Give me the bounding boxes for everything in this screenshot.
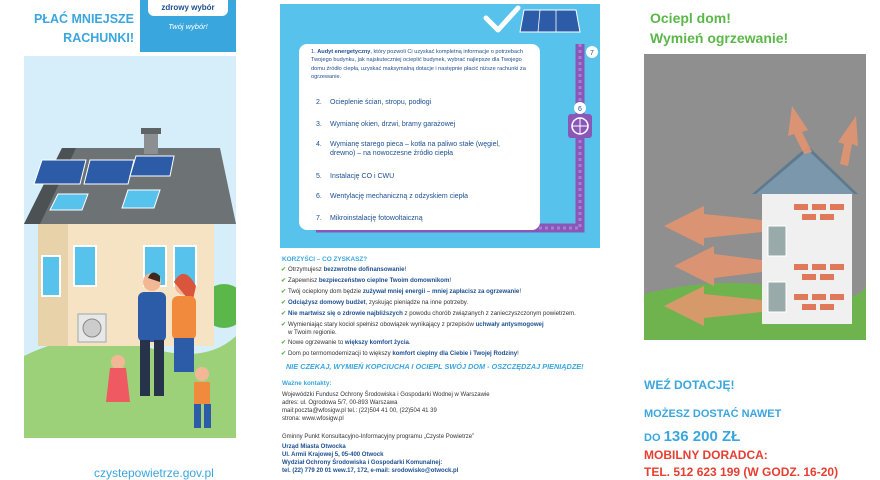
callout-banner: NIE CZEKAJ, WYMIEŃ KOPCIUCHA I OCIEPL SWÓJ DOM - OSZCZĘDZAJ PIENIĄDZE!	[286, 362, 584, 371]
benefits-title: KORZYŚCI – CO ZYSKASZ?	[282, 256, 368, 263]
audit-intro-number: 1.	[311, 49, 316, 55]
checkmark-icon: ✔	[281, 288, 287, 295]
grant-amount	[644, 428, 740, 445]
benefit-item: ✔ Twój ocieplony dom będzie zużywał mniej energii – mniej zapłacisz za ogrzewanie!	[281, 288, 522, 295]
amount-value: 136 200 ZŁ	[663, 428, 741, 445]
slogan	[34, 10, 134, 48]
audit-intro-text: , który pozwoli Ci uzyskać kompletną informacje o potrzebach Twojego budynku, jak najskuteczniej ocieplić budynek, wybrać najlepsze dla Twojego domu źródło ciepła, uzyskać maksymalną dotacje i następnie płacić niższe rachunki za ogrzewanie.	[311, 49, 526, 80]
middle-panel	[262, 0, 618, 480]
gmina-contact[interactable]: tel. (22) 779 20 01 wew.17, 172, e-mail: srodowisko@otwock.pl	[282, 468, 459, 474]
website-url[interactable]: czystepowietrze.gov.pl	[94, 466, 214, 480]
right-panel	[638, 0, 880, 480]
amount-prefix: DO	[644, 432, 664, 444]
checkmark-icon: ✔	[281, 350, 287, 357]
gmina-office: Urząd Miasta Otwocka	[282, 444, 346, 450]
step-4	[316, 140, 526, 158]
step-text: Instalację CO i CWU	[330, 173, 395, 180]
benefit-item: ✔ Dom po termomodernizacji to większy komfort cieplny dla Ciebie i Twojej Rodziny!	[281, 350, 519, 357]
checkmark-icon	[486, 8, 518, 30]
step-number: 4.	[316, 141, 322, 148]
step-text: Wentylację mechaniczną z odzyskiem ciepła	[330, 193, 468, 200]
step-2	[316, 98, 432, 107]
program-badge	[140, 0, 236, 52]
headline	[650, 8, 788, 48]
step-number: 5.	[316, 173, 322, 180]
contact-line: Wojewódzki Fundusz Ochrony Środowiska i Gospodarki Wodnej w Warszawie	[282, 392, 490, 398]
slogan-line-2: RACHUNKI!	[63, 31, 134, 45]
audit-intro	[311, 48, 537, 81]
headline-line-2: Wymień ogrzewanie!	[650, 30, 789, 46]
badge-subtitle: Twój wybór!	[168, 22, 208, 31]
audit-intro-bold: Audyt energetyczny	[317, 49, 371, 55]
contacts-title: Ważne kontakty:	[282, 380, 332, 387]
can-gain-text: MOŻESZ DOSTAĆ NAWET	[644, 408, 782, 420]
checkmark-icon: ✔	[281, 277, 287, 284]
insulated-house-illustration	[644, 54, 866, 340]
step-6	[316, 192, 468, 201]
solar-panel-icon	[520, 10, 580, 32]
step-text: Wymianę starego pieca – kotła na paliwo stałe (węgiel, drewno) – na nowoczesne źródło ciepła	[330, 141, 500, 157]
contact-line: adres: ul. Ogrodowa 5/7, 00-893 Warszawa	[282, 400, 398, 406]
contact-line[interactable]: strona: www.wfosigw.pl	[282, 416, 344, 422]
benefit-item: ✔ Otrzymujesz bezzwrotne dofinansowanie!	[281, 266, 407, 273]
benefit-item: ✔ Zapewnisz bezpieczeństwo cieplne Twoim domownikom!	[281, 277, 452, 284]
checkmark-icon: ✔	[281, 310, 287, 317]
slogan-line-1: PŁAĆ MNIEJSZE	[34, 12, 135, 26]
diagram-marker-6: 6	[578, 106, 582, 113]
step-number: 3.	[316, 121, 322, 128]
diagram-marker-7: 7	[590, 50, 594, 57]
step-text: Ocieplenie ścian, stropu, podłogi	[330, 99, 432, 106]
benefit-item: ✔ Nie martwisz się o zdrowie najbliższych z powodu chorób związanych z zanieczyszczonym powietrzem.	[281, 310, 576, 317]
checkmark-icon: ✔	[281, 299, 287, 306]
step-text: Wymianę okien, drzwi, bramy garażowej	[330, 121, 456, 128]
gmina-address: Ul. Armii Krajowej 5, 05-400 Otwock	[282, 452, 384, 458]
step-number: 2.	[316, 99, 322, 106]
family-house-illustration	[24, 56, 236, 438]
checkmark-icon: ✔	[281, 321, 287, 328]
step-number: 7.	[316, 215, 322, 222]
apply-banner: WEŹ DOTACJĘ!	[644, 378, 735, 392]
gmina-department: Wydział Ochrony Środowiska i Gospodarki Komunalnej:	[282, 460, 443, 466]
badge-title: zdrowy wybór	[148, 0, 228, 16]
gmina-line: Gminny Punkt Konsultacyjno-Informacyjny programu „Czyste Powietrze”	[282, 434, 475, 440]
ventilation-fan-icon	[568, 114, 592, 138]
headline-line-1: Ociepl dom!	[650, 10, 731, 26]
step-5	[316, 172, 395, 181]
step-text: Mikroinstalację fotowoltaiczną	[330, 215, 423, 222]
benefit-item: ✔ Nowe ogrzewanie to większy komfort życia.	[281, 339, 411, 346]
contact-line[interactable]: mail:poczta@wfosigw.pl tel.: (22)504 41 00, (22)504 41 39	[282, 408, 437, 414]
benefit-item: ✔ Wymieniając stary kocioł spełnisz obowiązek wynikający z przepisów uchwały antysmogowej	[281, 321, 544, 328]
mobile-advisor-title: MOBILNY DORADCA:	[644, 448, 768, 462]
left-panel	[0, 0, 245, 480]
benefit-item-continued: w Twoim regionie.	[288, 329, 337, 336]
benefit-item: ✔ Odciążysz domowy budżet, zyskując pieniądze na inne potrzeby.	[281, 299, 469, 306]
advisor-phone[interactable]: TEL. 512 623 199 (W GODZ. 16-20)	[644, 465, 839, 479]
checkmark-icon: ✔	[281, 339, 287, 346]
step-3	[316, 120, 456, 129]
checkmark-icon: ✔	[281, 266, 287, 273]
step-7	[316, 214, 423, 223]
step-number: 6.	[316, 193, 322, 200]
